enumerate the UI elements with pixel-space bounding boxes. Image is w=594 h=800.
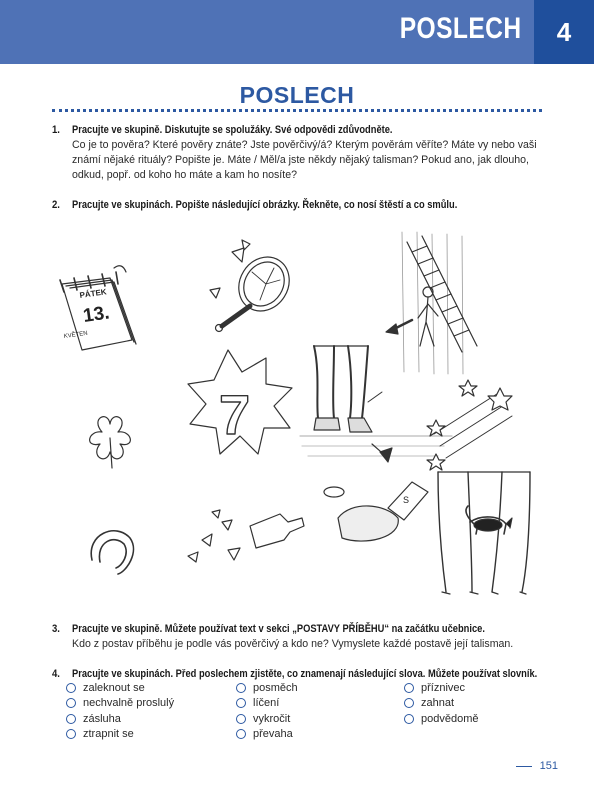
- chapter-number: 4: [534, 0, 594, 64]
- task-heading: Pracujte ve skupinách. Před poslechem zjistěte, co znamenají následující slova. Můžete používat slovník.: [72, 668, 538, 680]
- ladder-and-man: [386, 232, 477, 374]
- page-footer: [516, 760, 558, 772]
- task-body-line: Kdo z postav příběhu je podle vás pověrčivý a kdo ne? Vymyslete každé postavě její talisman.: [72, 638, 514, 650]
- calendar-day-label: PÁTEK: [79, 287, 108, 300]
- task-body: [72, 637, 552, 652]
- legs-stepping: [300, 346, 452, 462]
- calendar-month-label: KVĚTEN: [63, 330, 89, 340]
- four-leaf-clover: [90, 417, 131, 468]
- task-body-line: odkud, popř. od koho ho máte a kam ho nosíte?: [72, 169, 297, 181]
- vocabulary-item: zaleknout se: [66, 680, 174, 696]
- circle-bullet-icon: [66, 698, 76, 708]
- vocabulary-item: ztrapnit se: [66, 727, 174, 743]
- task-number: 4.: [52, 668, 60, 680]
- circle-bullet-icon: [404, 683, 414, 693]
- task-2: [52, 198, 552, 214]
- task-body: [72, 138, 552, 183]
- circle-bullet-icon: [66, 714, 76, 724]
- title-divider: [52, 109, 542, 112]
- calendar-friday-13: [60, 266, 136, 350]
- circle-bullet-icon: [404, 714, 414, 724]
- superstition-illustrations: [52, 222, 542, 607]
- horseshoe: [91, 531, 133, 574]
- chapter-banner: [0, 0, 594, 64]
- vocabulary-column-2: [236, 680, 298, 742]
- task-number: 2.: [52, 199, 60, 211]
- footer-dash: [516, 766, 532, 767]
- circle-bullet-icon: [236, 698, 246, 708]
- banner-title: POSLECH: [400, 12, 522, 45]
- task-number: 1.: [52, 124, 60, 136]
- spilled-salt: [324, 482, 428, 541]
- page-number: 151: [539, 760, 558, 772]
- task-1: [52, 123, 552, 183]
- shooting-stars: [427, 380, 512, 470]
- vocabulary-item: posměch: [236, 680, 298, 696]
- task-heading: Pracujte ve skupinách. Popište následující obrázky. Řekněte, co nosí štěstí a co smůlu.: [72, 199, 458, 211]
- circle-bullet-icon: [66, 683, 76, 693]
- vocabulary-column-3: [404, 680, 479, 727]
- vocabulary-item: zásluha: [66, 711, 174, 727]
- broken-bottle: [188, 510, 304, 562]
- circle-bullet-icon: [236, 683, 246, 693]
- vocabulary-item: zahnat: [404, 696, 479, 712]
- task-heading: Pracujte ve skupině. Diskutujte se spolužáky. Své odpovědi zdůvodněte.: [72, 124, 393, 136]
- task-3: [52, 622, 552, 654]
- task-number: 3.: [52, 623, 60, 635]
- lucky-number: 7: [219, 383, 251, 446]
- lucky-seven: [188, 350, 292, 454]
- circle-bullet-icon: [66, 729, 76, 739]
- salt-box-label: S: [403, 495, 410, 505]
- vocabulary-item: vykročit: [236, 711, 298, 727]
- vocabulary-list: [66, 680, 536, 744]
- task-heading: Pracujte ve skupině. Můžete používat text v sekci „POSTAVY PŘÍBĚHU“ na začátku učebnice.: [72, 623, 485, 635]
- vocabulary-item: příznivec: [404, 680, 479, 696]
- vocabulary-item: líčení: [236, 696, 298, 712]
- vocabulary-column-1: [66, 680, 174, 742]
- circle-bullet-icon: [404, 698, 414, 708]
- broken-mirror: [210, 240, 299, 332]
- vocabulary-item: nechvalně proslulý: [66, 696, 174, 712]
- circle-bullet-icon: [236, 714, 246, 724]
- black-cat: [438, 472, 530, 594]
- vocabulary-item: podvědomě: [404, 711, 479, 727]
- page-title: POSLECH: [239, 82, 355, 108]
- circle-bullet-icon: [236, 729, 246, 739]
- task-body-line: známí nějaké rituály? Popište je. Máte / Měl/a jste někdy nějaký talisman? Pokud ano, jak dlouho,: [72, 154, 529, 166]
- vocabulary-item: převaha: [236, 727, 298, 743]
- calendar-date: 13.: [81, 302, 111, 327]
- task-body-line: Co je to pověra? Které pověry znáte? Jste pověrčivý/á? Kterým pověrám věříte? Máte vy nebo vaši: [72, 139, 537, 151]
